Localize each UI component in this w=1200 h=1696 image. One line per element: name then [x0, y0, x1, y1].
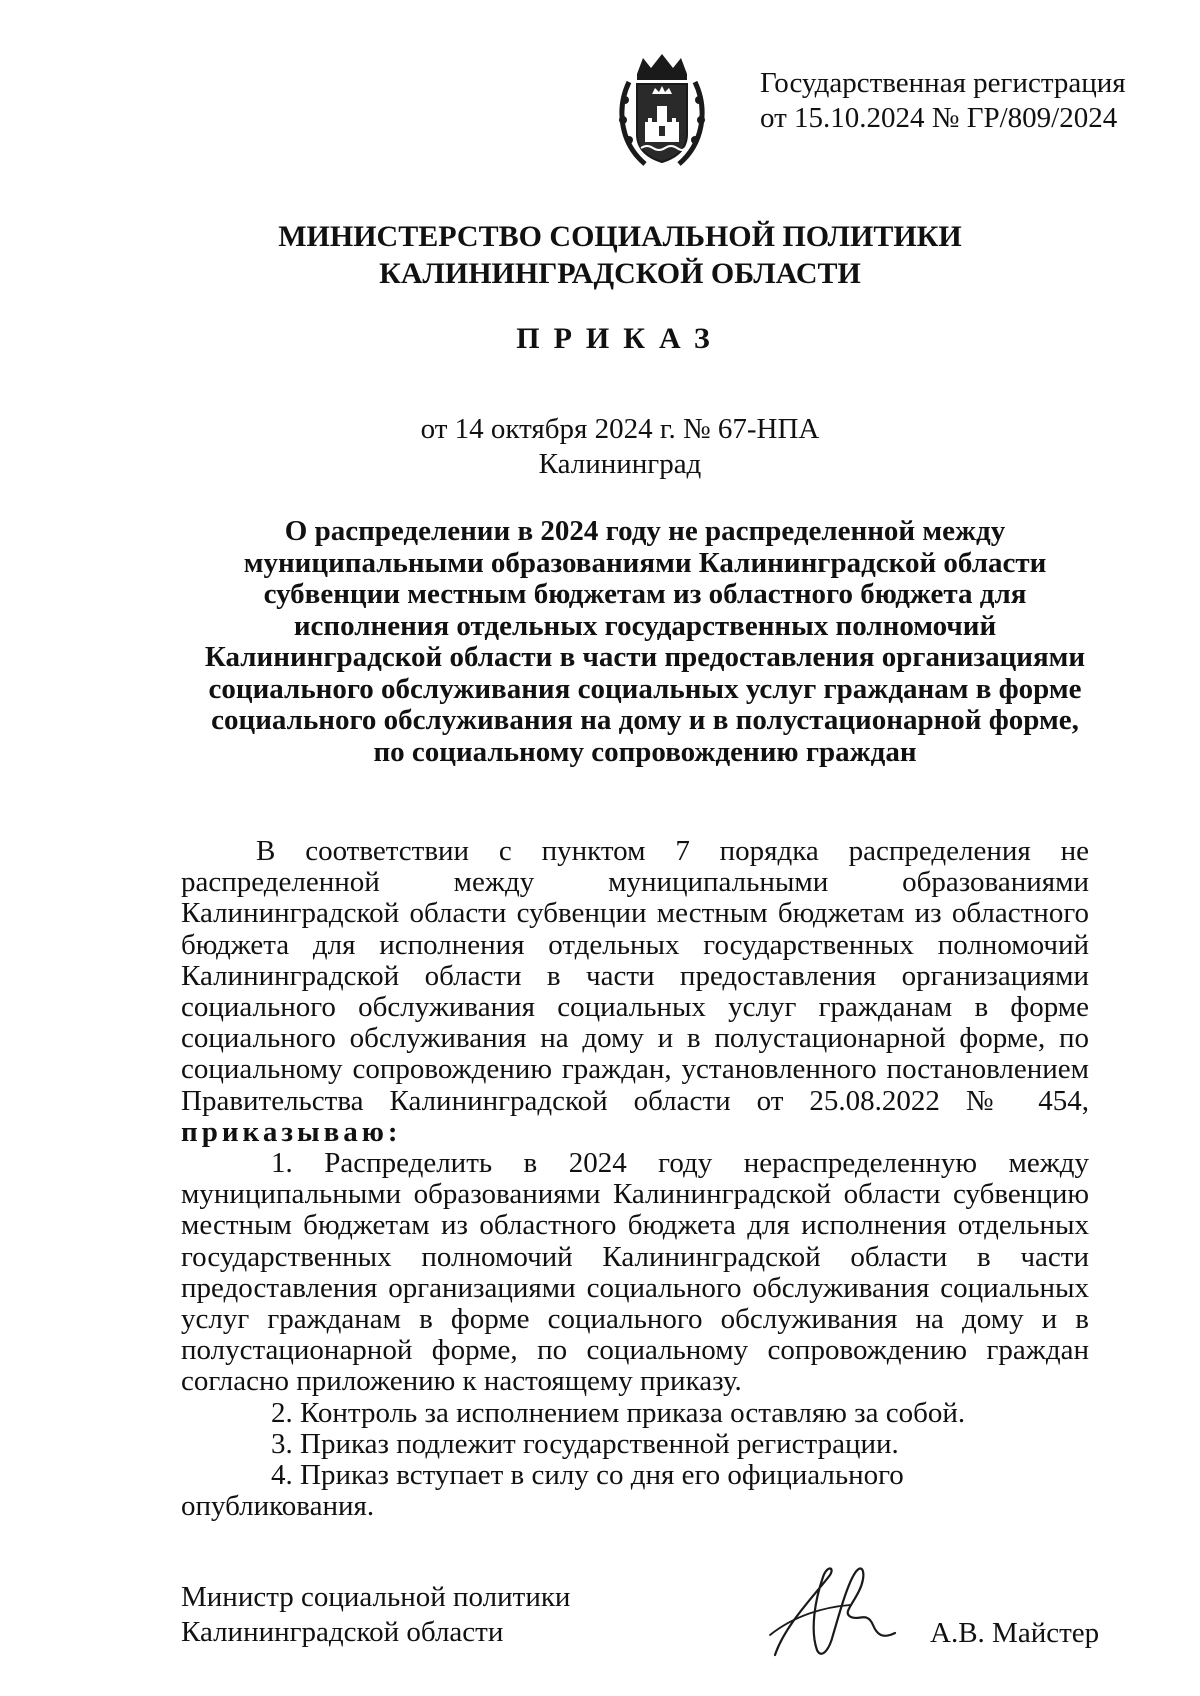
- registration-number: от 15.10.2024 № ГР/809/2024: [760, 102, 1118, 134]
- order-item-1: 1. Распределить в 2024 году нераспределенную между муниципальными образованиями Калининградской области субвенцию местным бюджетам из областного бюджета для исполнения отдельных государственных полномочий Калининградской области в части предоставления организациями социального обслуживания социальных услуг гражданам в форме социального обслуживания на дому и в полустационарной форме, по социальному сопровождению граждан согласно приложению к настоящему приказу.: [181, 1147, 1089, 1398]
- ministry-line-1: МИНИСТЕРСТВО СОЦИАЛЬНОЙ ПОЛИТИКИ: [278, 220, 962, 253]
- order-word: приказываю:: [181, 1115, 402, 1148]
- ministry-line-2: КАЛИНИНГРАДСКОЙ ОБЛАСТИ: [379, 257, 861, 290]
- registration-stamp: [760, 66, 1180, 136]
- order-item-3: 3. Приказ подлежит государственной регистрации.: [271, 1427, 899, 1460]
- signer-name: А.В. Майстер: [930, 1617, 1100, 1649]
- signatory-position-line-1: Министр социальной политики: [181, 1581, 571, 1613]
- preamble-text: В соответствии с пунктом 7 порядка распределения не распределенной между муниципальными образованиями Калининградской области субвенции местным бюджетам из областного бюджета для исполнения отдельных государственных полномочий Калининградской области в части предоставления организациями социального обслуживания социальных услуг гражданам в форме социального обслуживания на дому и в полустационарной форме, по социальному сопровождению граждан, установленного постановлением Правительства Калининградской области от 25.08.2022 № 454,: [181, 835, 1089, 1117]
- document-date-block: [0, 412, 1200, 482]
- registration-label: Государственная регистрация: [760, 67, 1126, 99]
- ministry-name: [0, 218, 1200, 292]
- order-item-2: 2. Контроль за исполнением приказа оставляю за собой.: [271, 1396, 966, 1429]
- order-item-4: 4. Приказ вступает в силу со дня его официального опубликования.: [181, 1459, 904, 1523]
- document-title: О распределении в 2024 году не распределенной между муниципальными образованиями Калининградской области субвенции местным бюджетам из областного бюджета для исполнения отдельных государственных полномочий Калининградской области в части предоставления организациями социального обслуживания социальных услуг гражданам в форме социального обслуживания на дому и в полустационарной форме, по социальному сопровождению граждан: [204, 515, 1086, 768]
- document-type: ПРИКАЗ: [516, 322, 724, 355]
- kaliningrad-coat-of-arms-icon: [615, 52, 709, 170]
- preamble-paragraph: [181, 836, 1089, 1148]
- signatory-position: [181, 1580, 701, 1650]
- document-city: Калининград: [538, 448, 702, 480]
- document-body: [181, 836, 1089, 1522]
- document-date-number: от 14 октября 2024 г. № 67-НПА: [420, 413, 820, 445]
- handwritten-signature-icon: [755, 1555, 925, 1665]
- signatory-position-line-2: Калининградской области: [181, 1616, 504, 1648]
